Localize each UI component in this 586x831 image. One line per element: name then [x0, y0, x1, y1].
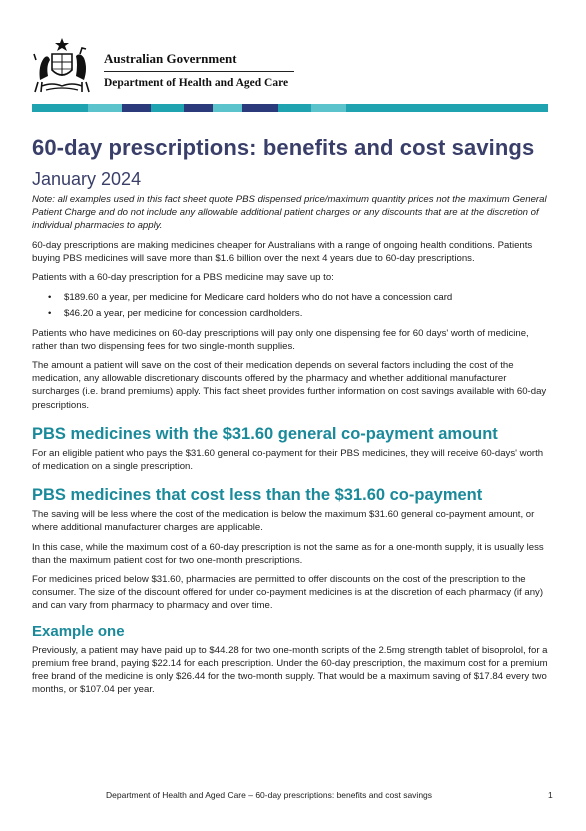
section-heading-less-than-copayment: PBS medicines that cost less than the $31.60 co-payment	[32, 486, 483, 505]
header-stripe	[32, 104, 548, 112]
example-paragraph-1: Previously, a patient may have paid up to $44.28 for two one-month scripts of the 2.5mg strength tablet of bisoprolol, for a premium free brand, paying $22.14 for each prescription. Under the 60-day prescription, the maximum cost for a premium free brand of the medicine is only $26.44 for the two-month supply. That would be a maximum saving of $17.84 every two months, or $107.04 per year.	[32, 644, 548, 696]
coat-of-arms-logo	[32, 36, 92, 96]
main-content	[32, 134, 552, 696]
intro-paragraph-4: The amount a patient will save on the cost of their medication depends on several factors including the cost of the medication, any allowable discretionary discounts offered by the pharmacy and whether additional manufacturer surcharges (i.e. brand premiums) apply. This fact sheet provides further information on cost savings available with 60-day prescriptions.	[32, 360, 547, 411]
government-branding	[104, 50, 294, 92]
disclaimer-note: Note: all examples used in this fact sheet quote PBS dispensed price/maximum quantity prices not the maximum General Patient Charge and do not include any allowable additional patient charges or any discounts that are at the discretion of individual pharmacies to apply.	[32, 194, 547, 232]
intro-paragraph-2: Patients with a 60-day prescription for a PBS medicine may save up to:	[32, 272, 334, 284]
section2-paragraph-2: In this case, while the maximum cost of a 60-day prescription is not the same as for a one-month supply, it is usually less than the maximum patient cost for two one-month prescriptions.	[32, 541, 544, 566]
intro-paragraph-3: Patients who have medicines on 60-day prescriptions will pay only one dispensing fee for 60 days' worth of medicine, rather than two dispensing fees for two single-month supplies.	[32, 327, 529, 352]
savings-list	[46, 291, 552, 320]
intro-paragraph-1: 60-day prescriptions are making medicines cheaper for Australians with a range of ongoing health conditions. Patients buying PBS medicines will save more than $1.6 billion over the next 4 years due to 60-day prescriptions.	[32, 239, 533, 264]
publication-date: January 2024	[32, 169, 142, 189]
section2-paragraph-3: For medicines priced below $31.60, pharmacies are permitted to offer discounts on the cost of the prescription to the consumer. The size of the discount offered for under co-payment medicines is at the discretion of each pharmacy (if any) and can vary from pharmacy to pharmacy and over time.	[32, 574, 544, 612]
example-heading: Example one	[32, 622, 125, 640]
page-number: 1	[548, 790, 553, 800]
government-name: Australian Government	[104, 50, 294, 72]
footer-text: Department of Health and Aged Care – 60-day prescriptions: benefits and cost savings	[106, 790, 433, 800]
section-heading-copayment: PBS medicines with the $31.60 general co-payment amount	[32, 424, 498, 443]
page-title: 60-day prescriptions: benefits and cost savings	[32, 135, 535, 160]
list-item: • $46.20 a year, per medicine for concession cardholders.	[48, 308, 303, 320]
department-name: Department of Health and Aged Care	[104, 77, 289, 89]
list-item: • $189.60 a year, per medicine for Medicare card holders who do not have a concession card	[48, 292, 453, 304]
section2-paragraph-1: The saving will be less where the cost of the medication is below the maximum $31.60 general co-payment amount, or where additional manufacturer charges are applicable.	[32, 509, 535, 534]
section1-paragraph-1: For an eligible patient who pays the $31.60 general co-payment for their PBS medicines, they will receive 60-days' worth of medication on a single prescription.	[32, 447, 544, 473]
